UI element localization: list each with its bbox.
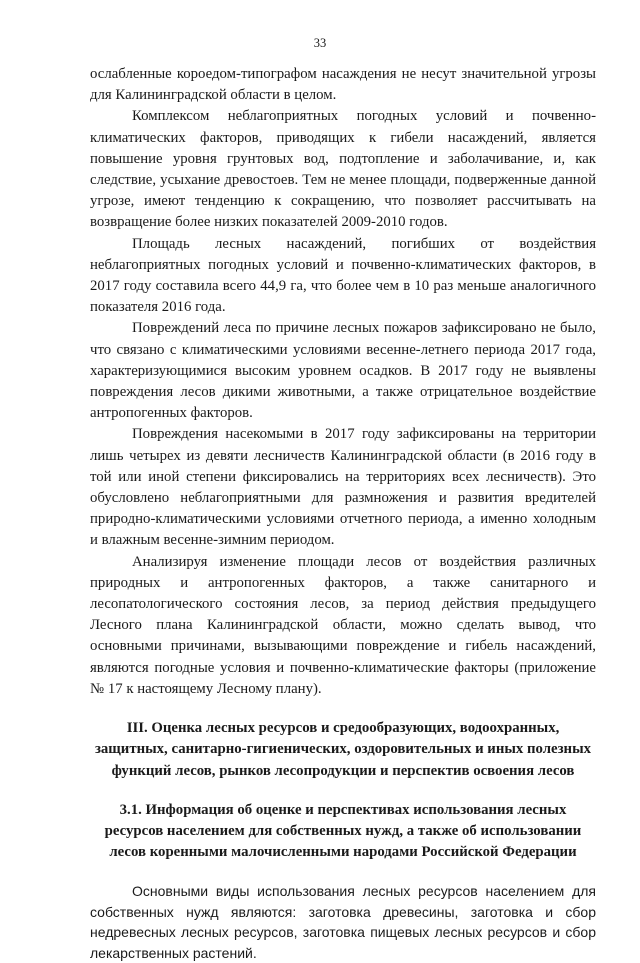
- paragraph: Повреждений леса по причине лесных пожаров зафиксировано не было, что связано с климатическими условиями весенне-летнего периода 2017 года, характеризующимися высоким уровнем осадков. В 2017 году не выявлены повреждения лесов дикими животными, а также отрицательное воздействие антропогенных факторов.: [90, 320, 596, 422]
- document-body: [90, 64, 596, 963]
- page-number: 33: [313, 36, 327, 50]
- paragraph: Комплексом неблагоприятных погодных условий и почвенно-климатических факторов, приводящих к гибели насаждений, является повышение уровня грунтовых вод, подтопление и заболачивание, и, как следствие, усыхание древостоев. Тем не менее площади, подверженные данной угрозе, имеют тенденцию к сокращению, что позволяет рассчитывать на возвращение более низких показателей 2009-2010 годов.: [90, 108, 596, 231]
- paragraph: ослабленные короедом-типографом насаждения не несут значительной угрозы для Калининградской области в целом.: [90, 66, 596, 104]
- section-heading: III. Оценка лесных ресурсов и средообразующих, водоохранных, защитных, санитарно-гигиенических, оздоровительных и иных полезных функций лесов, рынков лесопродукции и перспектив освоения лесов: [94, 720, 592, 779]
- subsection-heading: 3.1. Информация об оценке и перспективах использования лесных ресурсов населением для собственных нужд, а также об использовании лесов коренными малочисленными народами Российской Федерации: [104, 801, 582, 861]
- paragraph: Анализируя изменение площади лесов от воздействия различных природных и антропогенных факторов, а также санитарного и лесопатологического состояния лесов, за период действия предыдущего Лесного плана Калининградской области, можно сделать вывод, что основными причинами, вызывающими повреждение и гибель насаждений, являются погодные условия и почвенно-климатические факторы (приложение № 17 к настоящему Лесному плану).: [90, 553, 596, 697]
- paragraph: Повреждения насекомыми в 2017 году зафиксированы на территории лишь четырех из девяти лесничеств Калининградской области (в 2016 году в той или иной степени фиксировались на территориях всех лесничеств). Это обусловлено неблагоприятными для размножения и развития вредителей природно-климатическими условиями отчетного периода, а именно холодным и влажным весенне-зимним периодом.: [90, 426, 596, 549]
- paragraph: Площадь лесных насаждений, погибших от воздействия неблагоприятных погодных условий и почвенно-климатических факторов, в 2017 году составила всего 44,9 га, что более чем в 10 раз меньше аналогичного показателя 2016 года.: [90, 235, 596, 316]
- paragraph: Основными виды использования лесных ресурсов населением для собственных нужд являются: заготовка древесины, заготовка и сбор недревесных лесных ресурсов, заготовка пищевых лесных ресурсов и сбор лекарственных растений.: [90, 883, 596, 961]
